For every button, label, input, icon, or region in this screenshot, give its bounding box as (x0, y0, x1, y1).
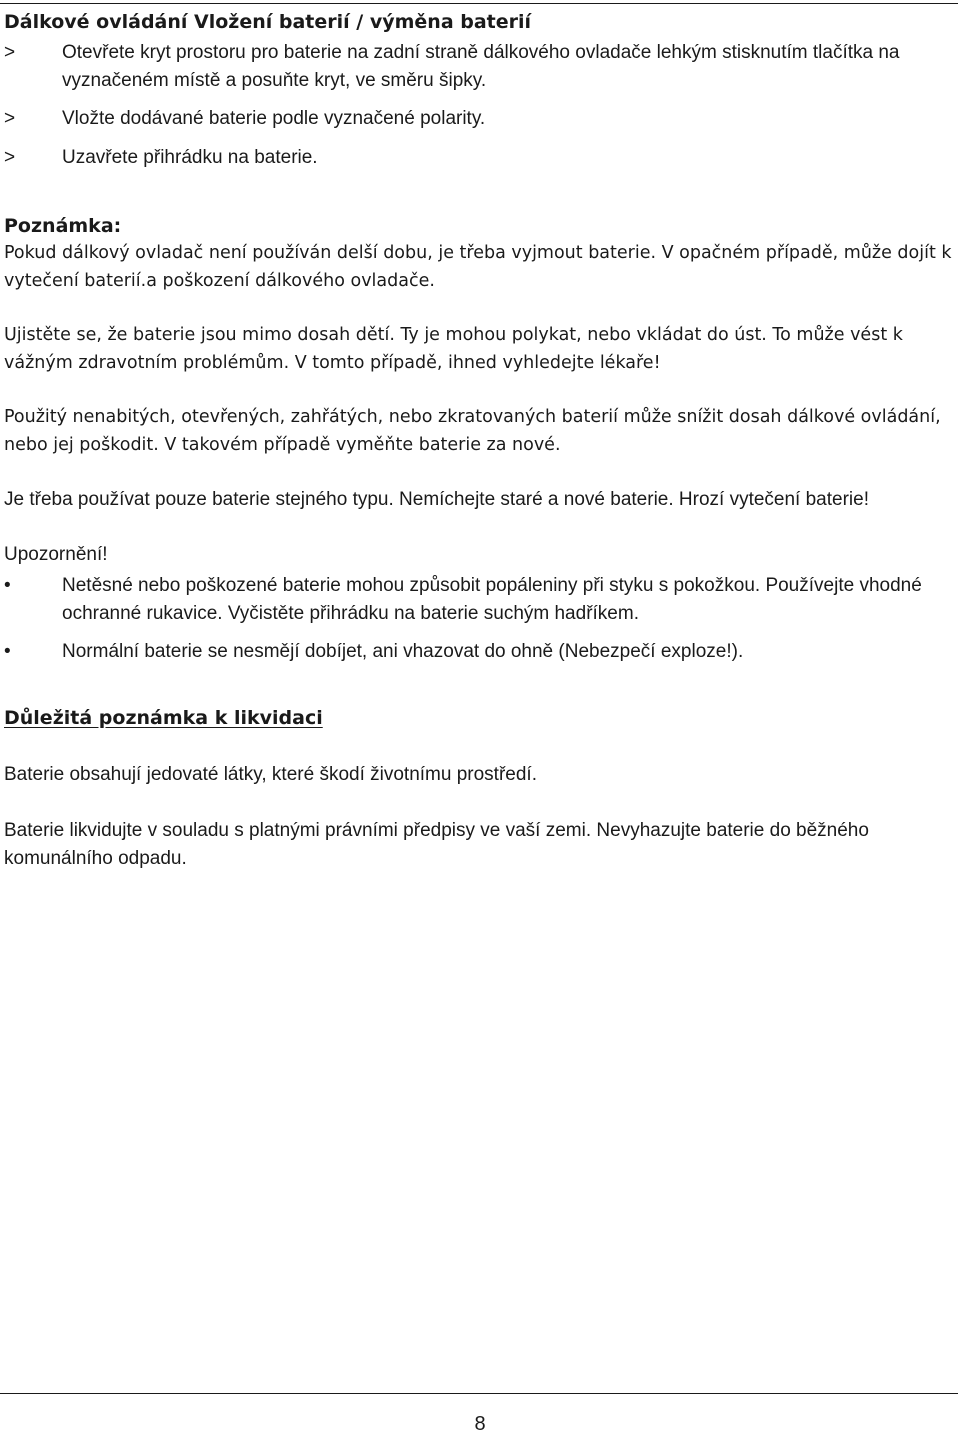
bullet-text: Normální baterie se nesmějí dobíjet, ani vhazovat do ohně (Nebezpečí exploze!). (62, 641, 744, 662)
disposal-heading: Důležitá poznámka k likvidaci (4, 706, 323, 729)
step-marker: > (4, 42, 16, 63)
bullet-marker: • (4, 641, 11, 662)
same-type-text: Je třeba používat pouze baterie stejného typu. Nemíchejte staré a nové baterie. Hrozí vytečení baterie! (4, 489, 869, 510)
bottom-rule (0, 1393, 958, 1394)
step-text: Otevřete kryt prostoru pro baterie na zadní straně dálkového ovladače lehkým stisknutím tlačítka na vyznačeném místě a posuňte kryt, ve směru šipky. (62, 42, 900, 91)
list-item (4, 572, 954, 627)
note-text: Pokud dálkový ovladač není používán delší dobu, je třeba vyjmout baterie. V opačném případě, může dojít k vytečení baterií.a poškození dálkového ovladače. (4, 243, 952, 291)
list-item (4, 638, 954, 666)
disposal-rules-text: Baterie likvidujte v souladu s platnými právními předpisy ve vaší zemi. Nevyhazujte baterie do běžného komunálního odpadu. (4, 820, 869, 869)
note-heading: Poznámka: (4, 215, 122, 237)
step-item (4, 144, 954, 172)
bullet-text: Netěsné nebo poškozené baterie mohou způsobit popáleniny při styku s pokožkou. Používejte vhodné ochranné rukavice. Vyčistěte přihrádku na baterie suchým hadříkem. (62, 575, 922, 624)
step-list (4, 39, 954, 171)
document-body (4, 9, 954, 872)
child-warning-text: Ujistěte se, že baterie jsou mimo dosah dětí. Ty je mohou polykat, nebo vkládat do úst. To může vést k vážným zdravotním problémům. V tomto případě, ihned vyhledejte lékaře! (4, 325, 903, 373)
page-number: 8 (474, 1413, 486, 1435)
caution-list (4, 572, 954, 666)
step-text: Vložte dodávané baterie podle vyznačené polarity. (62, 108, 486, 129)
used-batteries-text: Použitý nenabitých, otevřených, zahřátých, nebo zkratovaných baterií může snížit dosah dálkové ovládání, nebo jej poškodit. V takovém případě vyměňte baterie za nové. (4, 407, 941, 455)
disposal-text: Baterie obsahují jedovaté látky, které škodí životnímu prostředí. (4, 763, 537, 785)
bullet-marker: • (4, 575, 11, 596)
section-heading: Dálkové ovládání Vložení baterií / výměna baterií (4, 11, 532, 33)
top-rule (0, 3, 958, 4)
step-item (4, 105, 954, 133)
step-marker: > (4, 146, 16, 168)
step-marker: > (4, 108, 16, 129)
step-text: Uzavřete přihrádku na baterie. (62, 146, 318, 168)
caution-label: Upozornění! (4, 543, 108, 565)
step-item (4, 39, 954, 94)
